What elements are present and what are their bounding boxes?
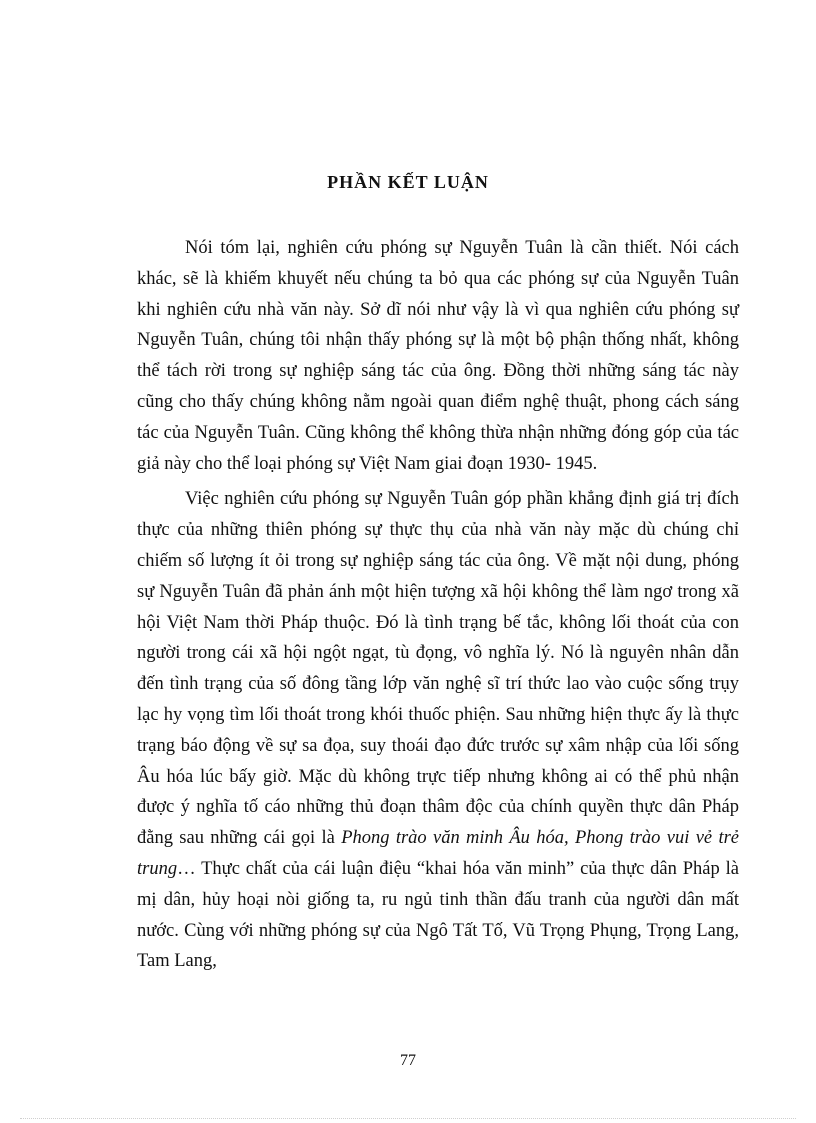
paragraph-1: Nói tóm lại, nghiên cứu phóng sự Nguyễn Tuân là cần thiết. Nói cách khác, sẽ là khiếm khuyết nếu chúng ta bỏ qua các phóng sự của Nguyễn Tuân khi nghiên cứu nhà văn này. Sở dĩ nói như vậy là vì qua nghiên cứu phóng sự Nguyễn Tuân, chúng tôi nhận thấy phóng sự là một bộ phận thống nhất, không thể tách rời trong sự nghiệp sáng tác của ông. Đồng thời những sáng tác này cũng cho thấy chúng không nằm ngoài quan điểm nghệ thuật, phong cách sáng tác của Nguyễn Tuân. Cũng không thể không thừa nhận những đóng góp của tác giả này cho thể loại phóng sự Việt Nam giai đoạn 1930- 1945. <box>137 238 739 474</box>
paragraph-2-text-after: … Thực chất của cái luận điệu “khai hóa văn minh” của thực dân Pháp là mị dân, hủy hoại nòi giống ta, ru ngủ tinh thần đấu tranh của người dân mất nước. Cùng với những phóng sự của Ngô Tất Tố, Vũ Trọng Phụng, Trọng Lang, Tam Lang, <box>137 858 739 972</box>
page-number: 77 <box>400 1052 416 1069</box>
body-text <box>137 233 739 982</box>
paragraph-2-italic-text: Phong trào văn minh Âu hóa, Phong trào vui vẻ trẻ trung <box>137 828 740 879</box>
page-title: PHẦN KẾT LUẬN <box>327 172 489 192</box>
page-bottom-divider <box>20 1118 796 1119</box>
paragraph-2-text-before: Việc nghiên cứu phóng sự Nguyễn Tuân góp phần khẳng định giá trị đích thực của những thiên phóng sự thực thụ của nhà văn này mặc dù chúng chỉ chiếm số lượng ít ỏi trong sự nghiệp sáng tác của ông. Về mặt nội dung, phóng sự Nguyễn Tuân đã phản ánh một hiện tượng xã hội không thể làm ngơ trong xã hội Việt Nam thời Pháp thuộc. Đó là tình trạng bế tắc, không lối thoát của con người trong cái xã hội ngột ngạt, tù đọng, vô nghĩa lý. Nó là nguyên nhân dẫn đến tình trạng của số đông tầng lớp văn nghệ sĩ trí thức lao vào cuộc sống trụy lạc hy vọng tìm lối thoát trong khói thuốc phiện. Sau những hiện thực ấy là thực trạng báo động về sự sa đọa, suy thoái đạo đức trước sự xâm nhập của lối sống Âu hóa lúc bấy giờ. Mặc dù không trực tiếp nhưng không ai có thể phủ nhận được ý nghĩa tố cáo những thủ đoạn thâm độc của chính quyền thực dân Pháp đằng sau những cái gọi là <box>137 489 739 849</box>
paragraph-2 <box>137 484 739 977</box>
